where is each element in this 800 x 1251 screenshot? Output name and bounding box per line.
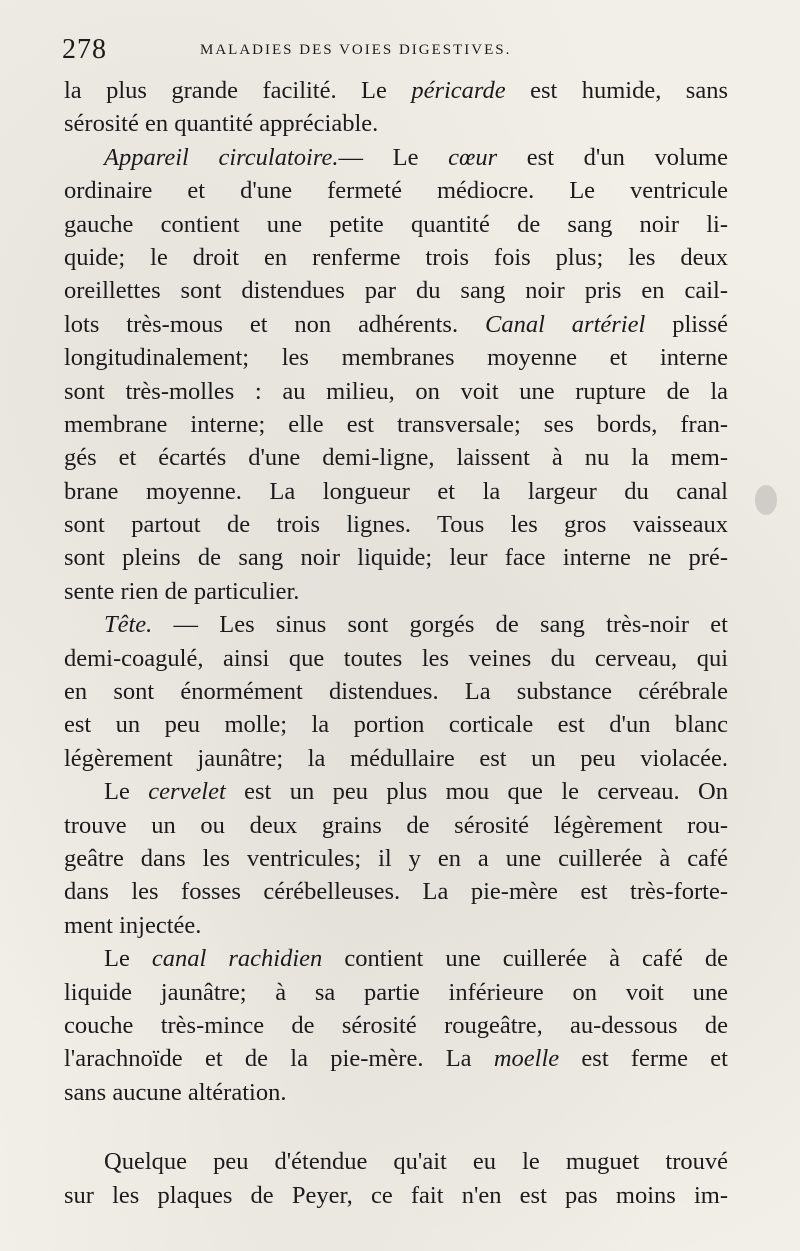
- text-line: oreillettes sont distendues par du sang noir pris en cail-: [64, 277, 728, 305]
- text-line: longitudinalement; les membranes moyenne et interne: [64, 344, 728, 372]
- text-line: sont partout de trois lignes. Tous les gros vaisseaux: [64, 511, 728, 539]
- text-line: sans aucune altération.: [64, 1078, 287, 1106]
- page-number: 278: [62, 34, 107, 65]
- text-line: Le cervelet est un peu plus mou que le cerveau. On: [104, 778, 728, 806]
- text-line: geâtre dans les ventricules; il y en a une cuillerée à café: [64, 844, 728, 872]
- text-line: brane moyenne. La longueur et la largeur du canal: [64, 477, 728, 505]
- body-text: [64, 74, 728, 1212]
- text-line: sérosité en quantité appréciable.: [64, 110, 379, 138]
- text-line: trouve un ou deux grains de sérosité légèrement rou-: [64, 811, 728, 839]
- text-line: gés et écartés d'une demi-ligne, laissent à nu la mem-: [64, 444, 728, 472]
- running-title: MALADIES DES VOIES DIGESTIVES.: [200, 42, 512, 58]
- text-line: dans les fosses cérébelleuses. La pie-mère est très-forte-: [64, 878, 728, 906]
- text-line: sont très-molles : au milieu, on voit une rupture de la: [64, 377, 728, 405]
- page-header: [62, 34, 728, 70]
- text-line: couche très-mince de sérosité rougeâtre, au-dessous de: [64, 1011, 728, 1039]
- text-line: membrane interne; elle est transversale; ses bords, fran-: [64, 410, 728, 438]
- text-line: liquide jaunâtre; à sa partie inférieure on voit une: [64, 978, 728, 1006]
- text-line: l'arachnoïde et de la pie-mère. La moelle est ferme et: [64, 1045, 728, 1073]
- text-line: Tête. — Les sinus sont gorgés de sang très-noir et: [104, 611, 728, 639]
- text-line: demi-coagulé, ainsi que toutes les veines du cerveau, qui: [64, 644, 728, 672]
- text-line: la plus grande facilité. Le péricarde est humide, sans: [64, 77, 728, 104]
- text-line: lots très-mous et non adhérents. Canal artériel plissé: [64, 310, 728, 338]
- text-line: quide; le droit en renferme trois fois plus; les deux: [64, 243, 728, 271]
- ink-blot: [755, 485, 777, 515]
- text-line: Le canal rachidien contient une cuillerée à café de: [104, 945, 729, 973]
- text-line: légèrement jaunâtre; la médullaire est un peu violacée.: [64, 744, 728, 772]
- text-line: gauche contient une petite quantité de sang noir li-: [64, 210, 728, 238]
- text-line: sont pleins de sang noir liquide; leur face interne ne pré-: [64, 544, 728, 572]
- text-line: Appareil circulatoire.— Le cœur est d'un volume: [104, 143, 728, 171]
- text-line: ordinaire et d'une fermeté médiocre. Le ventricule: [64, 177, 728, 205]
- paragraph-gap: [64, 1109, 728, 1145]
- text-line: ment injectée.: [64, 911, 202, 939]
- text-line: sur les plaques de Peyer, ce fait n'en est pas moins im-: [64, 1181, 728, 1209]
- text-line: est un peu molle; la portion corticale est d'un blanc: [64, 711, 728, 739]
- text-line: sente rien de particulier.: [64, 577, 300, 605]
- text-line: Quelque peu d'étendue qu'ait eu le muguet trouvé: [104, 1148, 728, 1176]
- text-line: en sont énormément distendues. La substance cérébrale: [64, 678, 728, 706]
